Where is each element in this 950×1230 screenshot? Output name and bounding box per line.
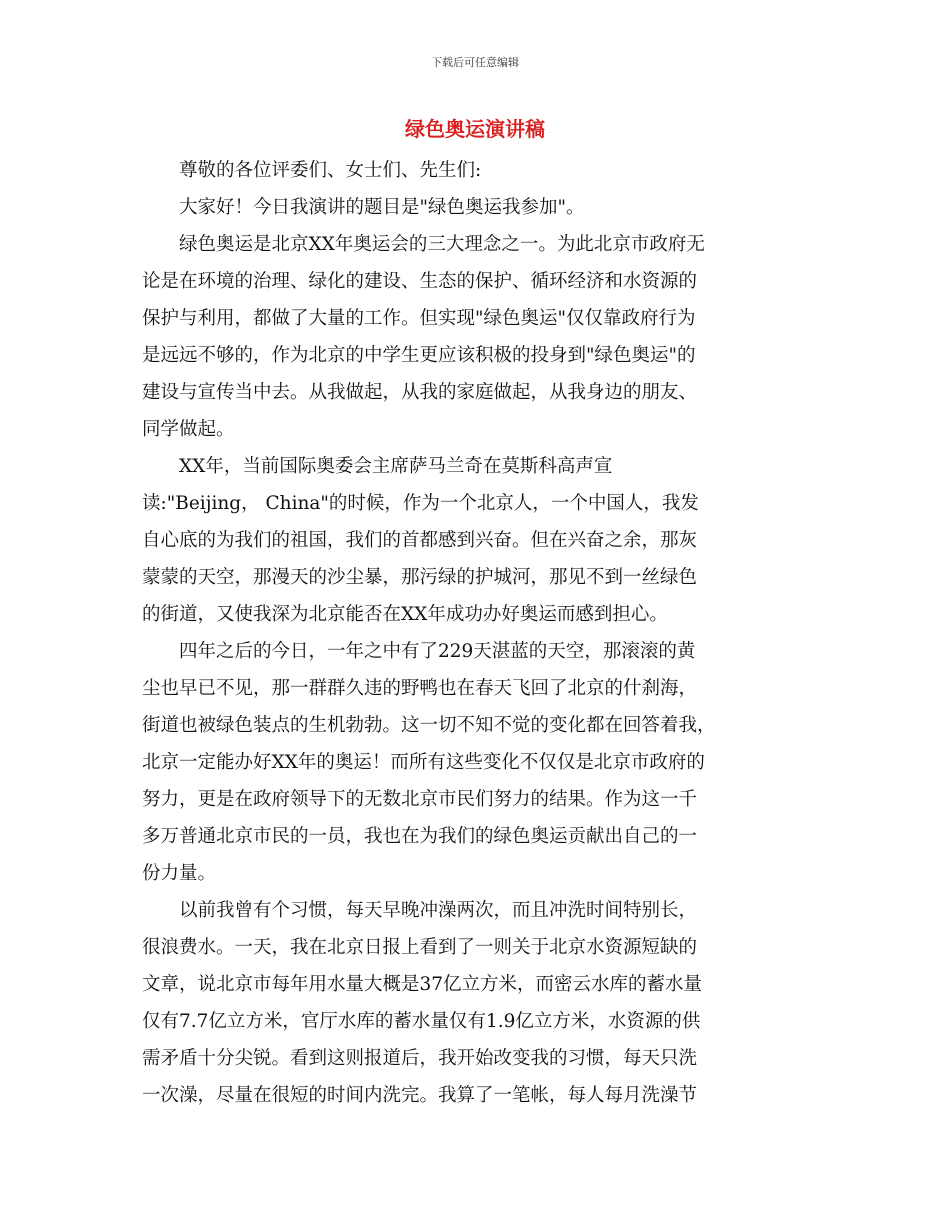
paragraph-four-years-later: 四年之后的今日，一年之中有了229天湛蓝的天空，那滚滚的黄 尘也早已不见，那一群群久违的野鸭也在春天飞回了北京的什刹海， 街道也被绿色装点的生机勃勃。这一切不知不觉的变化都在回答着我， 北京一定能办好XX年的奥运！而所有这些变化不仅仅是北京市政府的 努力，更是在政府领导下的无数北京市民们努力的结果。作为这一千 多万普通北京市民的一员，我也在为我们的绿色奥运贡献出自己的一 份力量。	[142, 641, 716, 884]
document-title: 绿色奥运演讲稿	[405, 117, 545, 141]
paragraph-green-olympics-intro: 绿色奥运是北京XX年奥运会的三大理念之一。为此北京市政府无 论是在环境的治理、绿化的建设、生态的保护、循环经济和水资源的 保护与利用，都做了大量的工作。但实现"绿色奥运"仅仅靠政府行为 是远远不够的，作为北京的中学生更应该积极的投身到"绿色奥运"的 建设与宣传当中去。从我做起，从我的家庭做起，从我身边的朋友、 同学做起。	[142, 234, 705, 440]
paragraph-beijing-announcement: XX年，当前国际奥委会主席萨马兰奇在莫斯科高声宣 读:"Beijing， China"的时候，作为一个北京人，一个中国人，我发 自心底的为我们的祖国，我们的首都感到兴奋。但在兴奋之余，那灰 蒙蒙的天空，那漫天的沙尘暴，那污绿的护城河，那见不到一丝绿色 的街道，又使我深为北京能否在XX年成功办好奥运而感到担心。	[142, 456, 699, 625]
paragraph-greeting: 大家好！今日我演讲的题目是"绿色奥运我参加"。	[179, 197, 585, 218]
page-header-note: 下载后可任意编辑	[431, 56, 519, 69]
paragraph-salutation: 尊敬的各位评委们、女士们、先生们:	[179, 160, 482, 181]
paragraph-water-saving-habit: 以前我曾有个习惯，每天早晚冲澡两次，而且冲洗时间特别长， 很浪费水。一天，我在北京日报上看到了一则关于北京水资源短缺的 文章，说北京市每年用水量大概是37亿立方米，而密云水库的蓄水量 仅有7.7亿立方米，官厅水库的蓄水量仅有1.9亿立方米，水资源的供 需矛盾十分尖锐。看到这则报道后，我开始改变我的习惯，每天只洗 一次澡，尽量在很短的时间内洗完。我算了一笔帐，每人每月洗澡节	[142, 900, 703, 1106]
document-body	[142, 152, 810, 1114]
